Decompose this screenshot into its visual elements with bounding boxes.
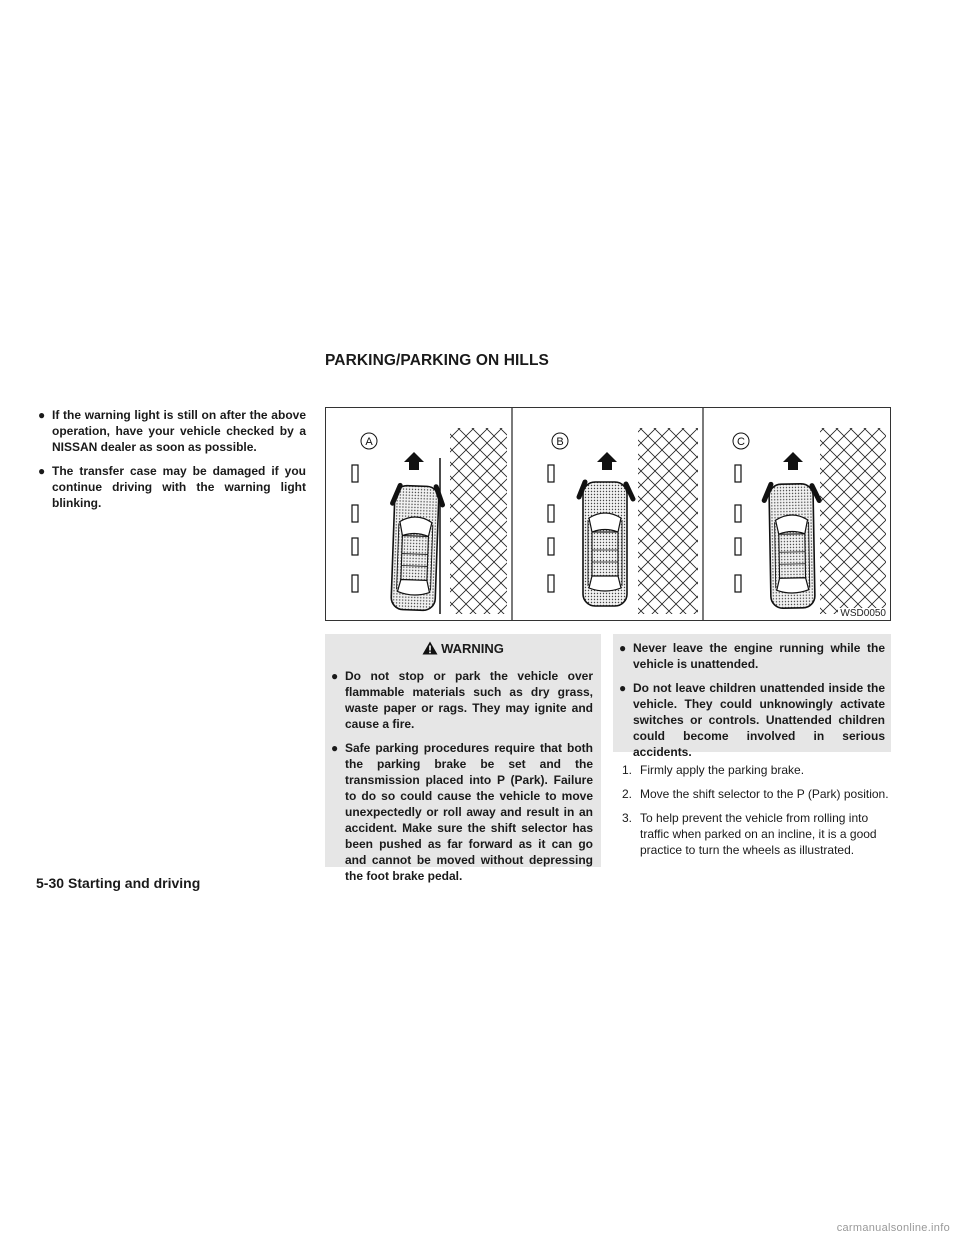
- list-item: [622, 762, 892, 778]
- bullet-text: Do not stop or park the vehicle over flammable materials such as dry grass, waste paper or rags. They may ignite and cause a fire.: [345, 669, 593, 731]
- curb-area: [450, 428, 507, 614]
- list-item: [36, 407, 306, 455]
- watermark: carmanualsonline.info: [836, 1222, 950, 1234]
- warning-title: WARNING: [441, 641, 504, 656]
- parking-illustration: [325, 407, 891, 621]
- section-title: PARKING/PARKING ON HILLS: [325, 352, 549, 369]
- list-item: [36, 463, 306, 511]
- step-text: Move the shift selector to the P (Park) position.: [640, 787, 889, 801]
- bullet-icon: ●: [619, 641, 627, 655]
- bullet-icon: ●: [331, 741, 339, 755]
- bullet-text: Do not leave children unattended inside the vehicle. They could unknowingly activate switches or controls. Unattended children could become involved in serious accidents.: [633, 681, 885, 759]
- panel-label-a: A: [365, 436, 373, 448]
- list-item: [622, 786, 892, 802]
- car-icon: [391, 485, 439, 610]
- bullet-text: Never leave the engine running while the vehicle is unattended.: [633, 641, 885, 671]
- car-icon: [769, 484, 815, 609]
- forward-arrow-icon: [783, 452, 803, 470]
- panel-label-c: C: [737, 436, 745, 448]
- car-icon: [583, 482, 627, 606]
- bullet-icon: ●: [331, 669, 339, 683]
- page-footer: [36, 875, 200, 891]
- chapter-title: Starting and driving: [68, 875, 201, 891]
- curb-area: [638, 428, 698, 614]
- forward-arrow-icon: [404, 452, 424, 470]
- list-item: [329, 740, 593, 884]
- warning-box: [325, 634, 601, 883]
- bullet-icon: ●: [619, 681, 627, 695]
- warning-bullet-list: [325, 668, 601, 884]
- parking-diagram: [326, 408, 890, 620]
- panel-c: [733, 428, 886, 614]
- panel-a: [352, 428, 507, 614]
- warning-triangle-icon: [422, 641, 438, 655]
- bullet-icon: ●: [38, 464, 46, 478]
- warning-bullet-list: [613, 634, 891, 760]
- curb-area: [820, 428, 886, 614]
- list-item: [622, 810, 892, 858]
- step-number: 3.: [622, 811, 633, 825]
- left-bullet-list: [36, 407, 306, 519]
- list-item: [617, 680, 885, 760]
- warning-box-continued: [613, 634, 891, 759]
- figure-code: WSD0050: [840, 608, 886, 619]
- panel-b: [548, 428, 698, 614]
- warning-heading: [325, 640, 601, 658]
- step-number: 2.: [622, 787, 633, 801]
- procedure-steps: [622, 762, 892, 866]
- step-text: To help prevent the vehicle from rolling into traffic when parked on an incline, it is a good practice to turn the wheels as illustrated.: [640, 811, 877, 857]
- step-number: 1.: [622, 763, 633, 777]
- bullet-text: Safe parking procedures require that both the parking brake be set and the transmission placed into P (Park). Failure to do so could cause the vehicle to move unexpectedly or roll away and result in an accident. Make sure the shift selector has been pushed as far forward as it can go and cannot be moved without depressing the foot brake pedal.: [345, 741, 593, 883]
- bullet-icon: ●: [38, 408, 46, 422]
- step-text: Firmly apply the parking brake.: [640, 763, 805, 777]
- bullet-text: The transfer case may be damaged if you continue driving with the warning light blinking.: [52, 464, 306, 510]
- list-item: [617, 640, 885, 672]
- page-number: 5-30: [36, 875, 65, 891]
- list-item: [329, 668, 593, 732]
- forward-arrow-icon: [597, 452, 617, 470]
- bullet-text: If the warning light is still on after the above operation, have your vehicle checked by a NISSAN dealer as soon as possible.: [52, 408, 306, 454]
- panel-label-b: B: [556, 436, 564, 448]
